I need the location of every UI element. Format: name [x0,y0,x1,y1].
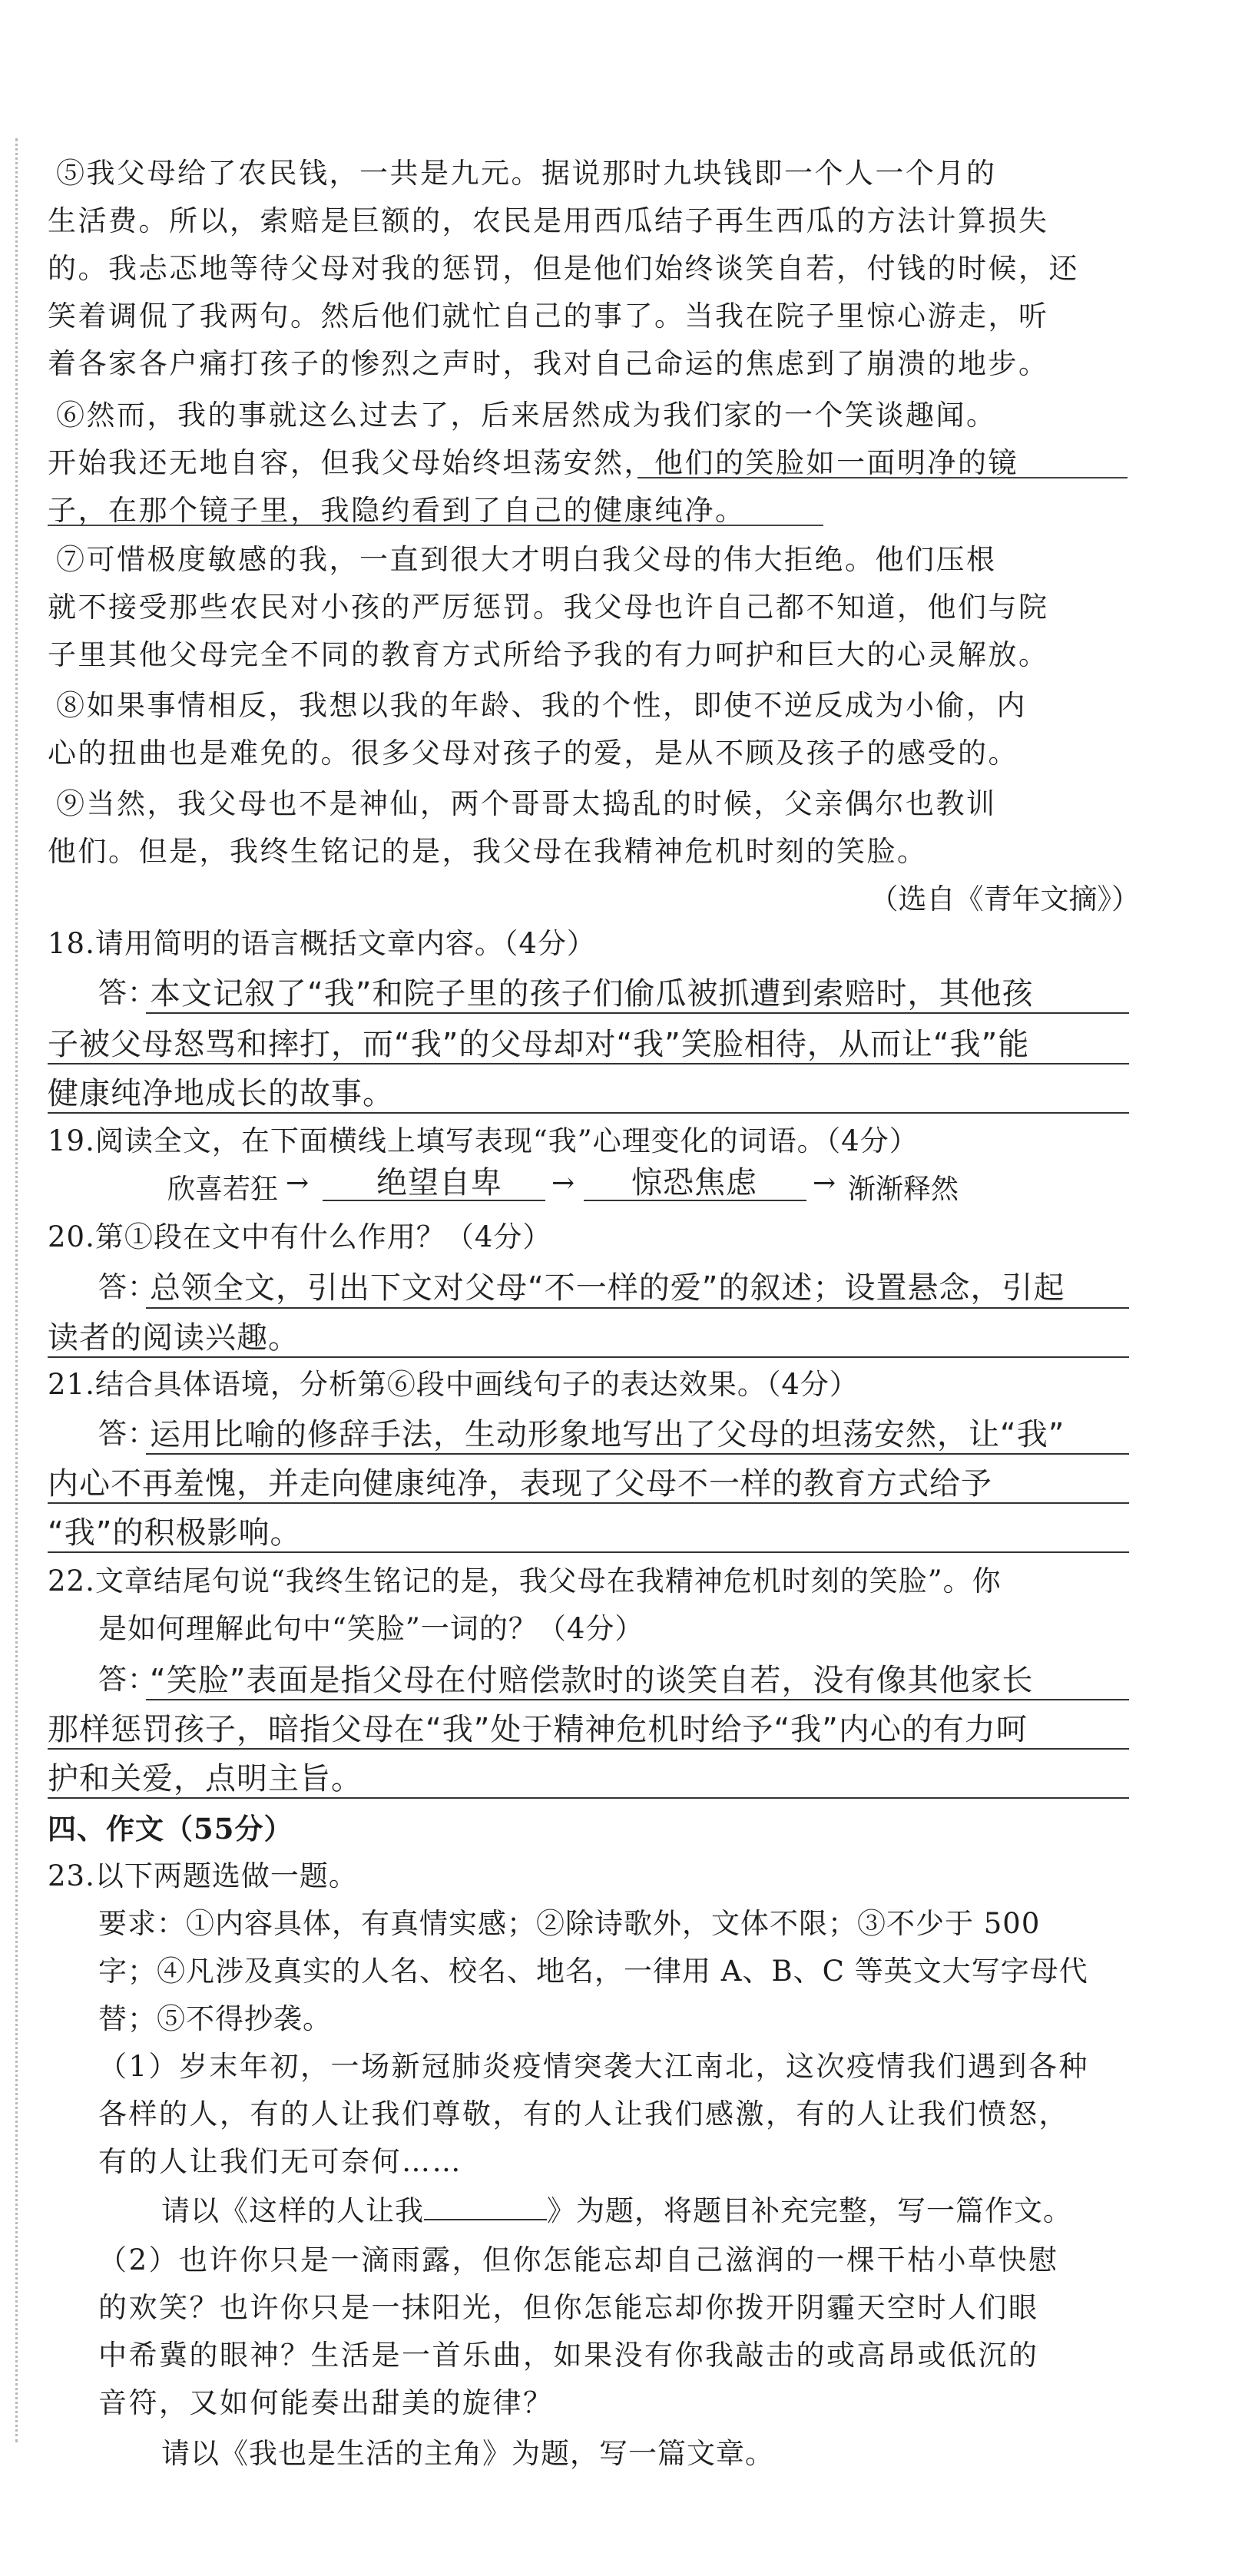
q19-blank-1-rule [323,1200,545,1201]
topic2-line-3: 中希冀的眼神？生活是一首乐曲，如果没有你我敲击的或高昂或低沉的 [98,2339,1039,2372]
q22-answer-label: 答： [98,1663,157,1696]
passage-p6-line-1: ⑥然而，我的事就这么过去了，后来居然成为我们家的一个笑谈趣闻。 [56,399,997,432]
topic1-instruction-pre: 请以《这样的人让我 [161,2194,424,2227]
requirements-line-3: 替；⑤不得抄袭。 [98,2002,332,2035]
q19-arrow-2: → [551,1167,575,1199]
q21-rule-3 [48,1551,1129,1553]
topic2-line-1: （2）也许你只是一滴雨露，但你怎能忘却自己滋润的一棵干枯小草快慰 [98,2243,1059,2276]
q18-answer-line-3: 健康纯净地成长的故事。 [48,1076,394,1111]
passage-p6-line-2: 开始我还无地自容，但我父母始终坦荡安然，他们的笑脸如一面明净的镜 [48,446,1018,479]
q20-prompt: 20.第①段在文中有什么作用？（4分） [48,1220,552,1253]
q20-rule-1 [146,1307,1129,1309]
q22-answer-line-2: 那样惩罚孩子，暗指父母在“我”处于精神危机时给予“我”内心的有力呵 [48,1712,1028,1747]
q19-blank-1: 绝望自卑 [376,1165,502,1200]
topic1-instruction-post: 》为题，将题目补充完整，写一篇作文。 [547,2194,1072,2227]
passage-p7-line-3: 子里其他父母完全不同的教育方式所给予我的有力呵护和巨大的心灵解放。 [48,638,1049,671]
p6-underline-part1 [637,477,1128,478]
passage-source: （选自《青年文摘》） [869,882,1140,916]
passage-p6-line-3: 子，在那个镜子里，我隐约看到了自己的健康纯净。 [48,494,746,527]
q18-answer-label: 答： [98,976,157,1009]
q21-answer-line-3: “我”的积极影响。 [48,1515,302,1551]
q21-rule-2 [48,1502,1129,1504]
q21-answer-label: 答： [98,1417,157,1450]
q22-answer-line-1: “笑脸”表面是指父母在付赔偿款时的谈笑自若，没有像其他家长 [150,1663,1034,1698]
passage-p9-line-2: 他们。但是，我终生铭记的是，我父母在我精神危机时刻的笑脸。 [48,835,928,868]
q19-end-word: 渐渐释然 [848,1174,959,1205]
q21-answer-line-1: 运用比喻的修辞手法，生动形象地写出了父母的坦荡安然，让“我” [150,1417,1065,1452]
topic1-title-blank [424,2194,547,2220]
p6-underline-part2 [48,525,823,526]
passage-p8-line-2: 心的扭曲也是难免的。很多父母对孩子的爱，是从不顾及孩子的感受的。 [48,737,1018,770]
q18-rule-1 [146,1012,1129,1014]
binding-margin-dots [15,138,18,2442]
q21-prompt: 21.结合具体语境，分析第⑥段中画线句子的表达效果。（4分） [48,1368,859,1401]
topic1-line-3: 有的人让我们无可奈何…… [98,2145,462,2178]
q20-rule-2 [48,1356,1129,1358]
q22-prompt-line-1: 22.文章结尾句说“我终生铭记的是，我父母在我精神危机时刻的笑脸”。你 [48,1564,1002,1598]
section-title: 四、作文（55分） [48,1812,293,1846]
q21-answer-line-2: 内心不再羞愧，并走向健康纯净，表现了父母不一样的教育方式给予 [48,1466,992,1502]
q19-arrow-1: → [286,1167,310,1199]
q19-blank-2: 惊恐焦虑 [631,1165,757,1200]
q22-rule-2 [48,1748,1129,1750]
q18-answer-line-1: 本文记叙了“我”和院子里的孩子们偷瓜被抓遭到索赔时，其他孩 [150,976,1034,1012]
topic2-instruction: 请以《我也是生活的主角》为题，写一篇文章。 [161,2437,774,2470]
q20-answer-line-1: 总领全文，引出下文对父母“不一样的爱”的叙述；设置悬念，引起 [150,1270,1065,1306]
q23-prompt: 23.以下两题选做一题。 [48,1859,358,1892]
topic2-line-2: 的欢笑？也许你只是一抹阳光，但你怎能忘却你拨开阴霾天空时人们眼 [98,2291,1039,2324]
q18-prompt: 18.请用简明的语言概括文章内容。（4分） [48,927,596,960]
passage-p7-line-1: ⑦可惜极度敏感的我，一直到很大才明白我父母的伟大拒绝。他们压根 [56,543,997,576]
q18-rule-2 [48,1063,1129,1065]
passage-p5-line-3: 的。我忐忑地等待父母对我的惩罚，但是他们始终谈笑自若，付钱的时候，还 [48,252,1079,285]
passage-p9-line-1: ⑨当然，我父母也不是神仙，两个哥哥太捣乱的时候，父亲偶尔也教训 [56,787,997,820]
q21-rule-1 [146,1453,1129,1455]
passage-p5-line-5: 着各家各户痛打孩子的惨烈之声时，我对自己命运的焦虑到了崩溃的地步。 [48,347,1049,380]
q19-start-word: 欣喜若狂 [167,1174,279,1205]
topic2-line-4: 音符，又如何能奏出甜美的旋律？ [98,2386,554,2419]
q22-answer-line-3: 护和关爱，点明主旨。 [48,1761,363,1796]
requirements-line-2: 字；④凡涉及真实的人名、校名、地名，一律用 A、B、C 等英文大写字母代 [98,1955,1088,1988]
q19-arrow-3: → [813,1167,836,1199]
passage-p5-line-4: 笑着调侃了我两句。然后他们就忙自己的事了。当我在院子里惊心游走，听 [48,300,1049,333]
q18-rule-3 [48,1112,1129,1114]
passage-p7-line-2: 就不接受那些农民对小孩的严厉惩罚。我父母也许自己都不知道，他们与院 [48,591,1049,624]
q18-answer-line-2: 子被父母怒骂和摔打，而“我”的父母却对“我”笑脸相待，从而让“我”能 [48,1027,1030,1062]
q19-prompt: 19.阅读全文，在下面横线上填写表现“我”心理变化的词语。（4分） [48,1124,919,1157]
q19-blank-2-rule [584,1200,806,1201]
topic1-instruction [161,2187,1072,2235]
q22-rule-1 [146,1699,1129,1700]
q22-rule-3 [48,1797,1129,1799]
topic1-line-2: 各样的人，有的人让我们尊敬，有的人让我们感激，有的人让我们愤怒， [98,2098,1069,2131]
passage-p8-line-1: ⑧如果事情相反，我想以我的年龄、我的个性，即使不逆反成为小偷，内 [56,689,1027,722]
requirements-line-1: 要求：①内容具体，有真情实感；②除诗歌外，文体不限；③不少于 500 [98,1907,1041,1940]
topic1-line-1: （1）岁末年初，一场新冠肺炎疫情突袭大江南北，这次疫情我们遇到各种 [98,2050,1090,2083]
passage-p5-line-1: ⑤我父母给了农民钱，一共是九元。据说那时九块钱即一个人一个月的 [56,157,997,190]
q20-answer-line-2: 读者的阅读兴趣。 [48,1320,300,1356]
q22-prompt-line-2: 是如何理解此句中“笑脸”一词的？（4分） [98,1612,644,1645]
q20-answer-label: 答： [98,1270,157,1303]
passage-p5-line-2: 生活费。所以，索赔是巨额的，农民是用西瓜结子再生西瓜的方法计算损失 [48,204,1049,237]
